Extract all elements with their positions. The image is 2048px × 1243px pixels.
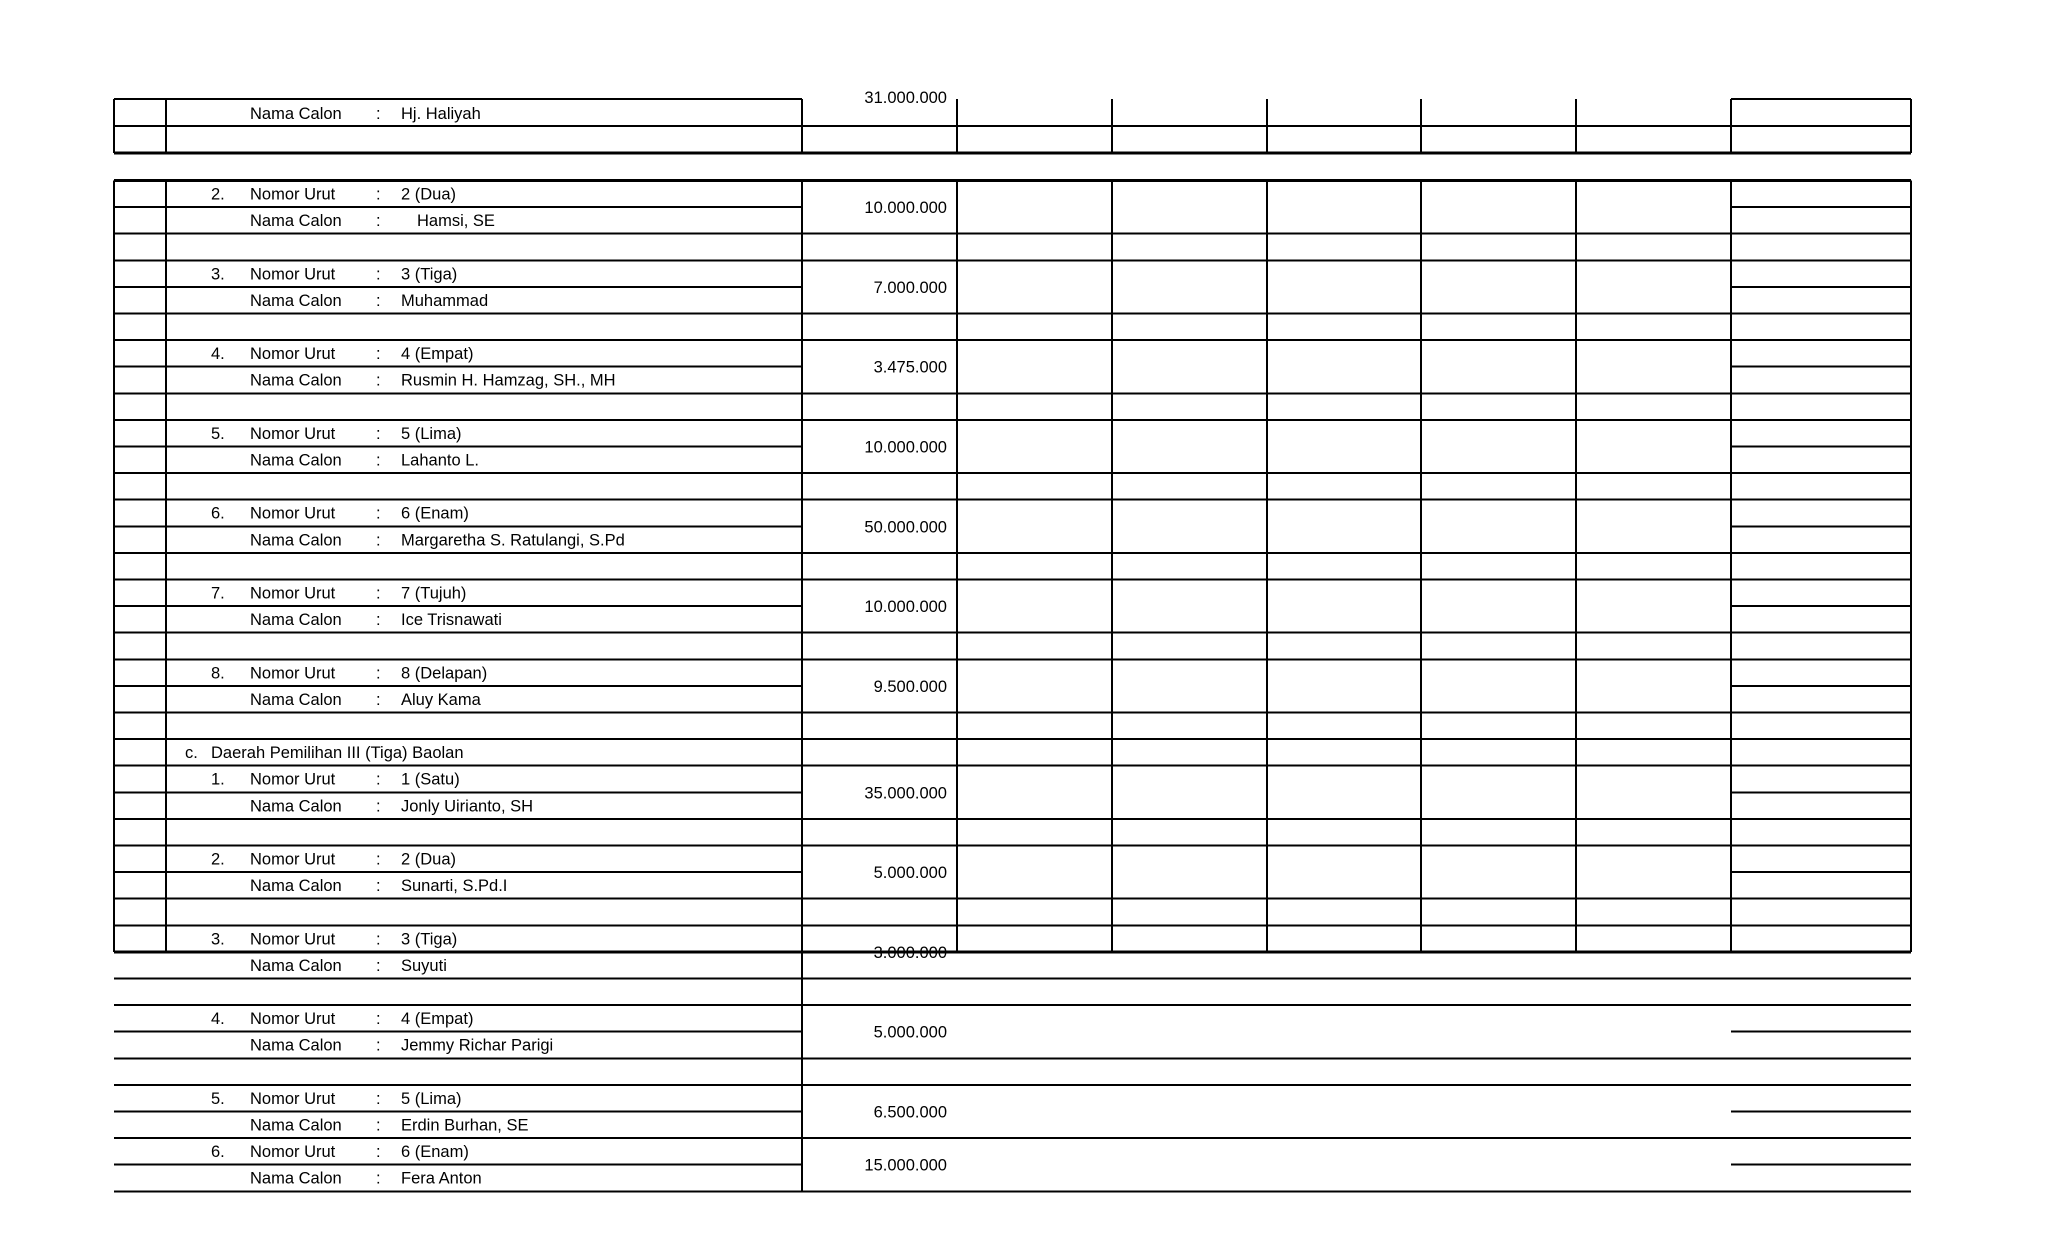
nama-calon-label: Nama Calon — [250, 105, 342, 123]
candidate-name: Margaretha S. Ratulangi, S.Pd — [401, 531, 625, 550]
candidate-name: Lahanto L. — [401, 451, 479, 470]
colon: : — [376, 531, 381, 550]
colon: : — [376, 1089, 381, 1108]
nomor-urut-label: Nomor Urut — [250, 265, 336, 284]
candidate-index: 4. — [211, 345, 225, 364]
candidate-name: Fera Anton — [401, 1169, 482, 1188]
section-title: Daerah Pemilihan III (Tiga) Baolan — [211, 744, 464, 763]
colon: : — [376, 185, 381, 204]
nama-calon-label: Nama Calon — [250, 451, 342, 470]
candidate-amount: 10.000.000 — [864, 199, 947, 218]
candidate-index: 6. — [211, 504, 225, 523]
candidate-name: Hj. Haliyah — [401, 105, 481, 123]
candidate-amount: 6.500.000 — [873, 1103, 947, 1122]
candidate-name: Jonly Uirianto, SH — [401, 797, 534, 816]
colon: : — [376, 451, 381, 470]
candidate-amount: 35.000.000 — [864, 784, 947, 803]
candidate-index: 2. — [211, 850, 225, 869]
candidate-name: Erdin Burhan, SE — [401, 1116, 529, 1135]
nomor-urut-label: Nomor Urut — [250, 930, 336, 949]
candidate-name: Muhammad — [401, 291, 489, 310]
nama-calon-label: Nama Calon — [250, 956, 342, 975]
candidate-amount: 9.500.000 — [873, 677, 947, 696]
candidate-index: 4. — [211, 1010, 225, 1029]
candidate-amount: 15.000.000 — [864, 1156, 947, 1175]
colon: : — [376, 930, 381, 949]
candidate-index: 5. — [211, 1089, 225, 1108]
nomor-urut-label: Nomor Urut — [250, 345, 336, 364]
nomor-urut-label: Nomor Urut — [250, 664, 336, 683]
candidate-number: 4 (Empat) — [401, 1010, 474, 1029]
candidate-amount: 3.000.000 — [873, 943, 947, 962]
colon: : — [376, 1036, 381, 1055]
colon: : — [376, 504, 381, 523]
candidate-amount: 7.000.000 — [873, 278, 947, 297]
candidate-number: 5 (Lima) — [401, 1089, 462, 1108]
colon: : — [376, 291, 381, 310]
nama-calon-label: Nama Calon — [250, 371, 342, 390]
colon: : — [376, 611, 381, 630]
candidate-name: Rusmin H. Hamzag, SH., MH — [401, 371, 616, 390]
colon: : — [376, 664, 381, 683]
candidate-amount: 50.000.000 — [864, 518, 947, 537]
candidate-number: 4 (Empat) — [401, 345, 474, 364]
colon: : — [376, 424, 381, 443]
nama-calon-label: Nama Calon — [250, 1169, 342, 1188]
candidate-amount: 5.000.000 — [873, 1023, 947, 1042]
nomor-urut-label: Nomor Urut — [250, 185, 336, 204]
nama-calon-label: Nama Calon — [250, 212, 342, 231]
candidate-number: 3 (Tiga) — [401, 265, 458, 284]
candidate-amount: 3.475.000 — [873, 358, 947, 377]
colon: : — [376, 850, 381, 869]
nomor-urut-label: Nomor Urut — [250, 1089, 336, 1108]
nomor-urut-label: Nomor Urut — [250, 504, 336, 523]
nomor-urut-label: Nomor Urut — [250, 1143, 336, 1162]
candidate-amount: 10.000.000 — [864, 438, 947, 457]
nama-calon-label: Nama Calon — [250, 531, 342, 550]
colon: : — [376, 1169, 381, 1188]
candidate-name: Sunarti, S.Pd.I — [401, 877, 508, 896]
candidate-number: 8 (Delapan) — [401, 664, 488, 683]
candidate-amount: 10.000.000 — [864, 598, 947, 617]
section-letter: c. — [185, 744, 198, 763]
candidate-number: 6 (Enam) — [401, 504, 469, 523]
candidate-index: 5. — [211, 424, 225, 443]
nomor-urut-label: Nomor Urut — [250, 850, 336, 869]
candidate-number: 2 (Dua) — [401, 185, 457, 204]
nomor-urut-label: Nomor Urut — [250, 770, 336, 789]
nomor-urut-label: Nomor Urut — [250, 584, 336, 603]
candidate-name: Suyuti — [401, 956, 447, 975]
nama-calon-label: Nama Calon — [250, 1036, 342, 1055]
colon: : — [376, 797, 381, 816]
colon: : — [376, 371, 381, 390]
candidate-index: 1. — [211, 770, 225, 789]
candidate-index: 8. — [211, 664, 225, 683]
colon: : — [376, 1010, 381, 1029]
candidate-name: Aluy Kama — [401, 690, 481, 709]
candidate-amount: 5.000.000 — [873, 864, 947, 883]
colon: : — [376, 584, 381, 603]
candidate-name: Jemmy Richar Parigi — [401, 1036, 554, 1055]
colon: : — [376, 956, 381, 975]
candidate-amount-cutoff: 31.000.000 — [864, 89, 947, 107]
colon: : — [376, 345, 381, 364]
candidate-number: 6 (Enam) — [401, 1143, 469, 1162]
nomor-urut-label: Nomor Urut — [250, 424, 336, 443]
nama-calon-label: Nama Calon — [250, 1116, 342, 1135]
candidate-number: 1 (Satu) — [401, 770, 460, 789]
colon: : — [376, 1116, 381, 1135]
candidate-name: Hamsi, SE — [417, 212, 495, 231]
candidate-index: 2. — [211, 185, 225, 204]
candidate-index: 3. — [211, 930, 225, 949]
candidate-number: 2 (Dua) — [401, 850, 457, 869]
candidate-index: 3. — [211, 265, 225, 284]
nama-calon-label: Nama Calon — [250, 877, 342, 896]
nama-calon-label: Nama Calon — [250, 291, 342, 310]
colon: : — [376, 265, 381, 284]
colon: : — [376, 1143, 381, 1162]
candidate-index: 6. — [211, 1143, 225, 1162]
nama-calon-label: Nama Calon — [250, 797, 342, 816]
candidate-number: 7 (Tujuh) — [401, 584, 467, 603]
candidate-name: Ice Trisnawati — [401, 611, 502, 630]
colon: : — [376, 212, 381, 231]
colon: : — [376, 877, 381, 896]
nomor-urut-label: Nomor Urut — [250, 1010, 336, 1029]
candidate-number: 5 (Lima) — [401, 424, 462, 443]
nama-calon-label: Nama Calon — [250, 611, 342, 630]
colon: : — [376, 105, 381, 123]
colon: : — [376, 690, 381, 709]
colon: : — [376, 770, 381, 789]
nama-calon-label: Nama Calon — [250, 690, 342, 709]
candidate-index: 7. — [211, 584, 225, 603]
candidate-number: 3 (Tiga) — [401, 930, 458, 949]
